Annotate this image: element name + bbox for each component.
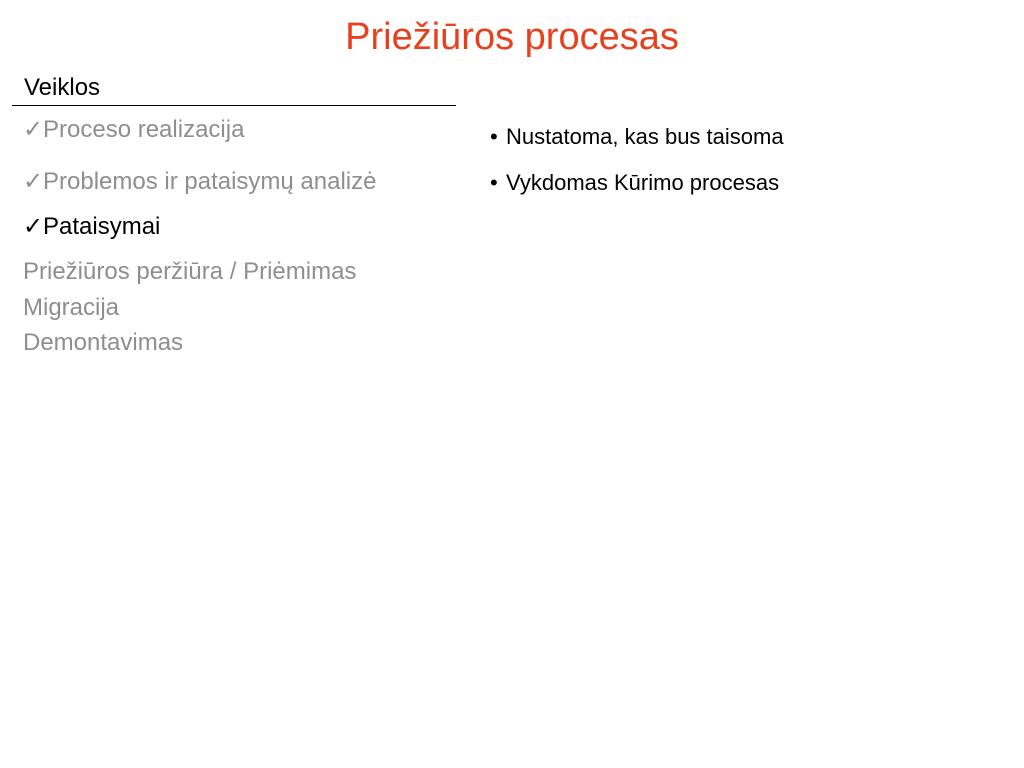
slide-title: Priežiūros procesas xyxy=(345,16,679,58)
activity-label: Migracija xyxy=(23,294,120,321)
bullet-text: Vykdomas Kūrimo procesas xyxy=(506,170,780,195)
bullet-item xyxy=(490,123,784,151)
activity-item-problemos-analize xyxy=(23,168,376,196)
activity-label: Priežiūros peržiūra / Priėmimas xyxy=(23,258,357,285)
bullet-text: Nustatoma, kas bus taisoma xyxy=(506,124,784,149)
activity-item-demontavimas xyxy=(23,329,183,357)
activity-label: Problemos ir pataisymų analizė xyxy=(43,168,377,195)
activity-item-migracija xyxy=(23,294,119,322)
activity-label: Pataisymai xyxy=(43,213,161,240)
checkmark-icon: ✓ xyxy=(23,213,44,240)
activity-item-proceso-realizacija xyxy=(23,116,244,144)
heading-underline xyxy=(12,105,456,106)
bullet-icon: • xyxy=(490,124,498,149)
activity-item-pataisymai xyxy=(23,213,160,241)
bullet-icon: • xyxy=(490,170,498,195)
bullet-item xyxy=(490,169,784,197)
checkmark-icon: ✓ xyxy=(23,168,44,195)
activity-item-priezhiuros-perziura xyxy=(23,258,356,286)
activities-heading: Veiklos xyxy=(24,74,101,101)
activity-label: Demontavimas xyxy=(23,329,184,356)
checkmark-icon: ✓ xyxy=(23,116,44,143)
details-bullet-list xyxy=(490,123,784,215)
activity-label: Proceso realizacija xyxy=(43,116,245,143)
